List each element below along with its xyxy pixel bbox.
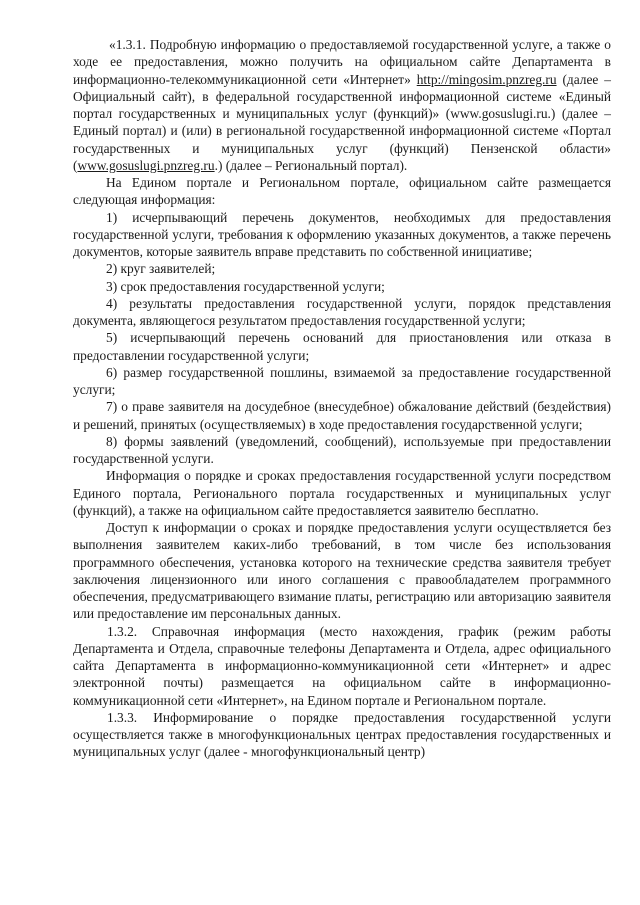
paragraph-free-info: Информация о порядке и сроках предоставления государственной услуги посредством Единого портала, Регионального портала государственных и муниципальных услуг (функций), а также на официальном сайте предоставляется заявителю бесплатно. [73,468,611,518]
list-item-4: 4) результаты предоставления государственной услуги, порядок представления документа, являющегося результатом предоставления государственной услуги; [73,295,611,328]
section-number-1-3-1: «1.3.1. [109,37,146,52]
paragraph-1-3-3: 1.3.3. Информирование о порядке предоставления государственной услуги осуществляется также в многофункциональных центрах предоставления государственных и муниципальных услуг (далее - многофункциональный центр) [73,709,611,760]
regional-portal-link[interactable]: www.gosuslugi.pnzreg.ru [77,157,215,173]
official-site-link[interactable]: http://mingosim.pnzreg.ru [416,71,557,87]
paragraph-1-3-2: 1.3.2. Справочная информация (место нахождения, график (режим работы Департамента и Отдела, справочные телефоны Департамента и Отдела, адрес официального сайта Департамента в информационно-коммуникационной сети «Интернет» и адрес электронной почты) размещается на официальном сайте в информационно-коммуникационной сети «Интернет», на Едином портале и Региональном портале. [73,623,611,708]
list-item-7: 7) о праве заявителя на досудебное (внесудебное) обжалование действий (бездействия) и решений, принятых (осуществляемых) в ходе предоставления государственной услуги; [73,399,611,432]
paragraph-text: Подробную информацию о предоставляемой государственной услуге, а также о ходе ее предоставления, можно получить на официальном сайте Департамента в информационно-телекоммуникационной сети «Интернет» [73,37,611,87]
list-item-2: 2) круг заявителей; [106,261,216,277]
paragraph-access: Доступ к информации о сроках и порядке предоставления услуги осуществляется без выполнения заявителем каких-либо требований, в том числе без использования программного обеспечения, установка которого на технические средства заявителя требует заключения лицензионного или иного соглашения с правообладателем программного обеспечения, предусматривающего взимание платы, регистрацию или авторизацию заявителя или предоставление им персональных данных. [73,520,611,622]
document-page [73,36,611,761]
list-item-8: 8) формы заявлений (уведомлений, сообщений), используемые при предоставлении государственной услуги. [73,433,611,466]
list-item-1: 1) исчерпывающий перечень документов, необходимых для предоставления государственной услуги, требования к оформлению указанных документов, а также перечень документов, которые заявитель вправе представить по собственной инициативе; [73,209,611,259]
paragraph-text: (далее – Официальный сайт), в федеральной государственной информационной системе «Единый портал государственных и муниципальных услуг (функций)» (www.gosuslugi.ru.) (далее – Единый портал) и (или) в региональной государственной информационной системе «Портал государственных и муниципальных услуг (функций) Пензенской области» ( [73,71,611,173]
paragraph-portal-info: На Едином портале и Региональном портале, официальном сайте размещается следующая информация: [73,175,611,208]
paragraph-text: .) (далее – Региональный портал). [214,157,408,173]
list-item-3: 3) срок предоставления государственной услуги; [106,278,385,294]
paragraph-1-3-1 [73,36,611,174]
list-item-5: 5) исчерпывающий перечень оснований для приостановления или отказа в предоставлении государственной услуги; [73,330,611,363]
list-item-6: 6) размер государственной пошлины, взимаемой за предоставление государственной услуги; [73,364,611,397]
